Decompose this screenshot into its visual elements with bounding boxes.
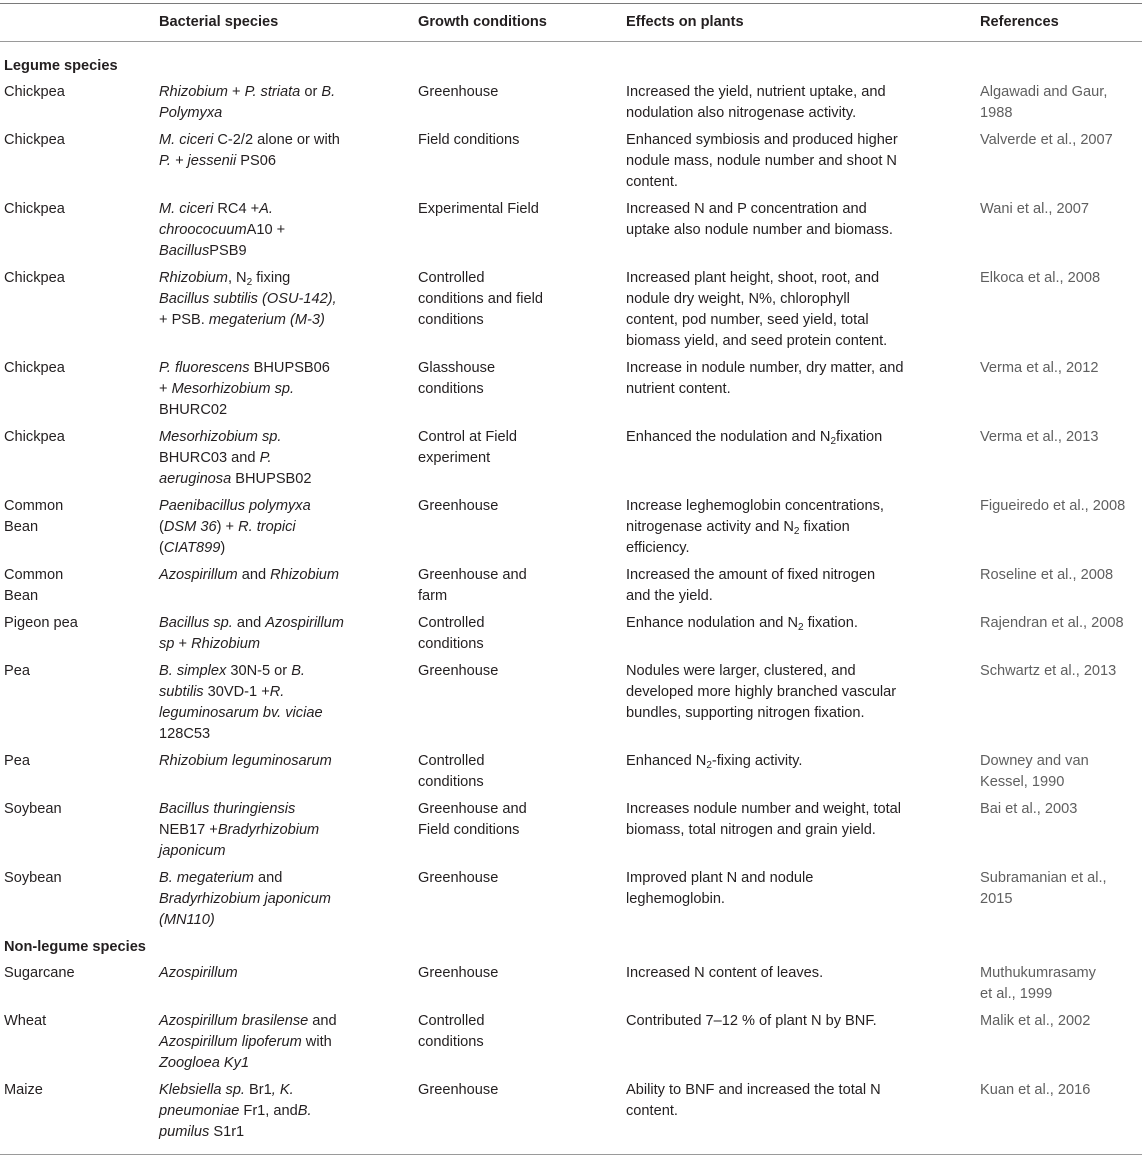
reference-cell: Verma et al., 2013	[980, 429, 1099, 445]
effects-line: and the yield.	[626, 588, 713, 604]
species-text: A.	[259, 201, 273, 217]
species-text: B.	[291, 663, 305, 679]
bacterial-species-cell	[159, 496, 389, 559]
species-text: Br1	[245, 1082, 272, 1098]
species-text: megaterium (M-3)	[208, 312, 325, 328]
effects-line: nodule dry weight, N%, chlorophyll	[626, 291, 850, 307]
effects-cell	[626, 199, 946, 241]
effects-cell	[626, 799, 946, 841]
effects-line: biomass yield, and seed protein content.	[626, 333, 888, 349]
species-text: CIAT899	[163, 540, 221, 556]
species-text: Bacillus	[159, 243, 210, 259]
plant-cell: Sugarcane	[4, 965, 75, 981]
effects-subscript: 2	[798, 622, 804, 633]
growth-conditions-cell: Field conditions	[418, 132, 520, 148]
species-text: BHURC02	[159, 402, 228, 418]
plant-cell: Chickpea	[4, 360, 65, 376]
effects-cell	[626, 427, 946, 448]
effects-cell	[626, 751, 946, 772]
reference-cell: Rajendran et al., 2008	[980, 615, 1124, 631]
species-text: B.	[297, 1103, 312, 1119]
species-text: Rhizobium leguminosarum	[159, 753, 332, 769]
reference-cell	[980, 868, 1138, 910]
bacterial-species-cell	[159, 799, 389, 862]
growth-conditions-cell: Greenhouse	[418, 965, 499, 981]
effects-line: content, pod number, seed yield, total	[626, 312, 869, 328]
species-text: Rhizobium	[159, 84, 228, 100]
effects-line: bundles, supporting nitrogen fixation.	[626, 705, 865, 721]
reference-cell: Figueiredo et al., 2008	[980, 498, 1126, 514]
species-text: (MN110)	[159, 912, 215, 928]
species-text: Bradyrhizobium japonicum	[159, 891, 331, 907]
species-text: B. simplex	[159, 663, 227, 679]
species-text: B.	[321, 84, 336, 100]
section-heading-non-legume: Non-legume species	[4, 939, 146, 955]
species-text: pumilus	[159, 1124, 210, 1140]
effects-line: biomass, total nitrogen and grain yield.	[626, 822, 876, 838]
species-text: P.	[259, 450, 272, 466]
plant-line: Common	[4, 498, 64, 514]
plant-cell: Chickpea	[4, 201, 65, 217]
header-growth-conditions: Growth conditions	[418, 14, 547, 30]
plant-cell: Wheat	[4, 1013, 47, 1029]
effects-line: Increased N and P concentration and	[626, 201, 867, 217]
effects-line: Increases nodule number and weight, total	[626, 801, 902, 817]
species-text: +	[174, 636, 192, 652]
reference-cell	[980, 963, 1138, 1005]
growth-line: Glasshouse	[418, 360, 496, 376]
effects-line: Increased plant height, shoot, root, and	[626, 270, 880, 286]
reference-line: 2015	[980, 891, 1013, 907]
effects-cell	[626, 496, 946, 559]
growth-line: Greenhouse and	[418, 567, 527, 583]
species-text: BHUPSB02	[231, 471, 312, 487]
growth-line: conditions	[418, 381, 484, 397]
effects-text: Enhanced the nodulation and N	[626, 429, 831, 445]
growth-conditions-cell: Greenhouse	[418, 84, 499, 100]
reference-cell: Schwartz et al., 2013	[980, 663, 1117, 679]
effects-line: content.	[626, 1103, 678, 1119]
effects-text: fixation	[836, 429, 883, 445]
species-text: (	[159, 540, 164, 556]
effects-line: uptake also nodule number and biomass.	[626, 222, 893, 238]
reference-line: Algawadi and Gaur,	[980, 84, 1108, 100]
effects-line: nutrient content.	[626, 381, 731, 397]
plant-cell: Chickpea	[4, 132, 65, 148]
growth-conditions-cell	[418, 613, 618, 655]
growth-line: conditions	[418, 1034, 484, 1050]
effects-line: leghemoglobin.	[626, 891, 725, 907]
reference-cell: Verma et al., 2012	[980, 360, 1099, 376]
plant-cell: Maize	[4, 1082, 43, 1098]
effects-line	[626, 517, 946, 538]
species-text: Azospirillum	[159, 965, 238, 981]
species-text: , N	[227, 270, 247, 286]
effects-cell: Contributed 7–12 % of plant N by BNF.	[626, 1013, 877, 1029]
growth-conditions-cell: Greenhouse	[418, 663, 499, 679]
effects-text: fixation	[799, 519, 850, 535]
growth-line: conditions and field	[418, 291, 543, 307]
growth-line: Controlled	[418, 753, 485, 769]
effects-cell	[626, 613, 946, 634]
species-text: and	[308, 1013, 337, 1029]
species-text: M. ciceri	[159, 132, 214, 148]
effects-line: content.	[626, 174, 678, 190]
growth-conditions-cell: Greenhouse	[418, 870, 499, 886]
plant-cell: Soybean	[4, 801, 62, 817]
species-text: BHUPSB06	[249, 360, 330, 376]
reference-line: Kessel, 1990	[980, 774, 1065, 790]
effects-text: fixation.	[803, 615, 858, 631]
section-heading-legume: Legume species	[4, 58, 118, 74]
species-text: R.	[269, 684, 285, 700]
table-top-rule	[0, 3, 1142, 4]
reference-cell: Wani et al., 2007	[980, 201, 1089, 217]
species-text: Paenibacillus polymyxa	[159, 498, 311, 514]
species-text: S1r1	[209, 1124, 245, 1140]
effects-line: developed more highly branched vascular	[626, 684, 897, 700]
growth-conditions-cell: Greenhouse	[418, 498, 499, 514]
growth-conditions-cell	[418, 799, 618, 841]
species-text: and	[237, 567, 271, 583]
reference-line: 1988	[980, 105, 1013, 121]
effects-text: Enhanced N	[626, 753, 707, 769]
plant-cell	[4, 565, 144, 607]
growth-conditions-cell	[418, 751, 618, 793]
species-text: and	[232, 615, 266, 631]
species-text: fixing	[252, 270, 291, 286]
reference-cell	[980, 82, 1138, 124]
reference-cell: Valverde et al., 2007	[980, 132, 1113, 148]
effects-line: nodule mass, nodule number and shoot N	[626, 153, 897, 169]
species-text: R. tropici	[238, 519, 296, 535]
bacterial-species-cell	[159, 661, 389, 745]
species-text: Mesorhizobium sp.	[171, 381, 295, 397]
species-text: )	[220, 540, 226, 556]
species-text: and	[253, 870, 283, 886]
species-text: japonicum	[159, 843, 226, 859]
effects-line: Ability to BNF and increased the total N	[626, 1082, 881, 1098]
species-text: BHURC03 and	[159, 450, 260, 466]
species-text: DSM 36	[163, 519, 217, 535]
species-text: P. fluorescens	[159, 360, 250, 376]
species-text: RC4 +	[213, 201, 260, 217]
reference-line: Subramanian et al.,	[980, 870, 1107, 886]
species-text: leguminosarum bv. viciae	[159, 705, 323, 721]
species-text: P. striata	[244, 84, 301, 100]
species-text: +	[159, 381, 172, 397]
species-text: pneumoniae	[159, 1103, 240, 1119]
species-text: A10 +	[246, 222, 286, 238]
bacterial-species-cell	[159, 963, 389, 984]
species-text: aeruginosa	[159, 471, 232, 487]
species-text: or	[300, 84, 322, 100]
plant-cell: Pea	[4, 663, 30, 679]
species-text: Bacillus thuringiensis	[159, 801, 296, 817]
growth-conditions-cell	[418, 358, 618, 400]
growth-line: Controlled	[418, 270, 485, 286]
plant-cell: Chickpea	[4, 270, 65, 286]
growth-conditions-cell	[418, 427, 618, 469]
bacterial-species-cell	[159, 427, 389, 490]
species-text: 30N-5 or	[226, 663, 292, 679]
species-text: ) +	[216, 519, 239, 535]
species-text: subtilis	[159, 684, 204, 700]
growth-line: Controlled	[418, 615, 485, 631]
effects-cell	[626, 268, 946, 352]
effects-cell: Increased N content of leaves.	[626, 965, 824, 981]
plant-cell	[4, 496, 144, 538]
plant-cell: Chickpea	[4, 429, 65, 445]
species-text: Bacillus sp.	[159, 615, 233, 631]
bacterial-species-cell	[159, 751, 389, 772]
species-text: + PSB.	[159, 312, 209, 328]
effects-text: -fixing activity.	[711, 753, 803, 769]
reference-cell: Kuan et al., 2016	[980, 1082, 1091, 1098]
effects-line: Increased the yield, nutrient uptake, and	[626, 84, 886, 100]
reference-cell: Bai et al., 2003	[980, 801, 1078, 817]
growth-conditions-cell	[418, 268, 618, 331]
header-bacterial-species: Bacterial species	[159, 14, 279, 30]
reference-cell	[980, 751, 1138, 793]
species-text: Zoogloea Ky1	[159, 1055, 250, 1071]
growth-line: conditions	[418, 312, 484, 328]
bacterial-species-cell	[159, 82, 389, 124]
growth-conditions-cell	[418, 565, 618, 607]
growth-line: farm	[418, 588, 448, 604]
effects-text: Enhance nodulation and N	[626, 615, 799, 631]
growth-line: conditions	[418, 636, 484, 652]
species-text: Azospirillum brasilense	[159, 1013, 309, 1029]
species-text: Rhizobium	[159, 270, 228, 286]
plant-line: Common	[4, 567, 64, 583]
effects-line: Increased the amount of fixed nitrogen	[626, 567, 876, 583]
reference-line: Muthukumrasamy	[980, 965, 1096, 981]
species-text: chroococuum	[159, 222, 247, 238]
growth-line: Greenhouse and	[418, 801, 527, 817]
bacterial-species-cell	[159, 1080, 389, 1143]
species-text: Bradyrhizobium	[217, 822, 320, 838]
effects-cell	[626, 82, 946, 124]
effects-cell	[626, 661, 946, 724]
reference-line: et al., 1999	[980, 986, 1053, 1002]
plant-line: Bean	[4, 519, 39, 535]
effects-text: nitrogenase activity and N	[626, 519, 794, 535]
reference-cell: Roseline et al., 2008	[980, 567, 1114, 583]
species-text: Bacillus subtilis (OSU-142),	[159, 291, 337, 307]
species-text: B. megaterium	[159, 870, 254, 886]
species-text: +	[227, 84, 245, 100]
bacterial-species-cell	[159, 130, 389, 172]
species-text: Rhizobium	[270, 567, 340, 583]
effects-line: Increase in nodule number, dry matter, and	[626, 360, 904, 376]
growth-conditions-cell: Experimental Field	[418, 201, 539, 217]
bacterial-species-cell	[159, 868, 389, 931]
species-text: P. +	[159, 153, 188, 169]
effects-line: Improved plant N and nodule	[626, 870, 814, 886]
bacterial-species-cell	[159, 358, 389, 421]
growth-conditions-cell: Greenhouse	[418, 1082, 499, 1098]
species-text: Fr1, and	[239, 1103, 298, 1119]
effects-cell	[626, 358, 946, 400]
effects-subscript: 2	[706, 760, 712, 771]
growth-line: Field conditions	[418, 822, 520, 838]
plant-line: Bean	[4, 588, 39, 604]
species-text: Azospirillum	[159, 567, 238, 583]
effects-cell	[626, 1080, 946, 1122]
species-text: 128C53	[159, 726, 211, 742]
effects-line: Enhanced symbiosis and produced higher	[626, 132, 898, 148]
species-text: PS06	[236, 153, 276, 169]
species-text: Klebsiella sp.	[159, 1082, 245, 1098]
effects-line: nodulation also nitrogenase activity.	[626, 105, 857, 121]
plant-cell: Soybean	[4, 870, 62, 886]
effects-cell	[626, 868, 946, 910]
species-text: jessenii	[187, 153, 237, 169]
effects-line: efficiency.	[626, 540, 690, 556]
species-text: Azospirillum	[265, 615, 344, 631]
growth-line: Control at Field	[418, 429, 517, 445]
species-text: with	[301, 1034, 332, 1050]
effects-subscript: 2	[793, 526, 800, 537]
effects-line: Nodules were larger, clustered, and	[626, 663, 856, 679]
growth-line: conditions	[418, 774, 484, 790]
species-text: NEB17 +	[159, 822, 218, 838]
effects-line: Increase leghemoglobin concentrations,	[626, 498, 884, 514]
species-text: sp	[159, 636, 175, 652]
species-text: Azospirillum lipoferum	[159, 1034, 302, 1050]
reference-cell: Malik et al., 2002	[980, 1013, 1091, 1029]
reference-line: Downey and van	[980, 753, 1089, 769]
species-subscript: 2	[246, 277, 253, 288]
effects-subscript: 2	[830, 436, 837, 447]
effects-cell	[626, 130, 946, 193]
reference-cell: Elkoca et al., 2008	[980, 270, 1101, 286]
header-rule	[0, 41, 1142, 42]
effects-cell	[626, 565, 946, 607]
species-text: PSB9	[209, 243, 247, 259]
growth-line: Controlled	[418, 1013, 485, 1029]
growth-conditions-cell	[418, 1011, 618, 1053]
species-text: , K.	[271, 1082, 294, 1098]
plant-cell: Pigeon pea	[4, 615, 78, 631]
species-text: C-2/2 alone or with	[213, 132, 340, 148]
species-text: Mesorhizobium sp.	[159, 429, 282, 445]
growth-line: experiment	[418, 450, 491, 466]
plant-cell: Pea	[4, 753, 30, 769]
species-text: Polymyxa	[159, 105, 223, 121]
header-effects-on-plants: Effects on plants	[626, 14, 744, 30]
plant-cell: Chickpea	[4, 84, 65, 100]
table-bottom-rule	[0, 1154, 1142, 1155]
species-text: 30VD-1 +	[203, 684, 270, 700]
bacterial-species-cell	[159, 613, 389, 655]
bacterial-species-cell	[159, 1011, 389, 1074]
species-text: (	[159, 519, 164, 535]
bacterial-species-cell	[159, 199, 389, 262]
header-references: References	[980, 14, 1059, 30]
bacterial-species-cell	[159, 268, 389, 331]
species-text: Rhizobium	[191, 636, 261, 652]
species-text: M. ciceri	[159, 201, 214, 217]
bacterial-species-cell	[159, 565, 389, 586]
